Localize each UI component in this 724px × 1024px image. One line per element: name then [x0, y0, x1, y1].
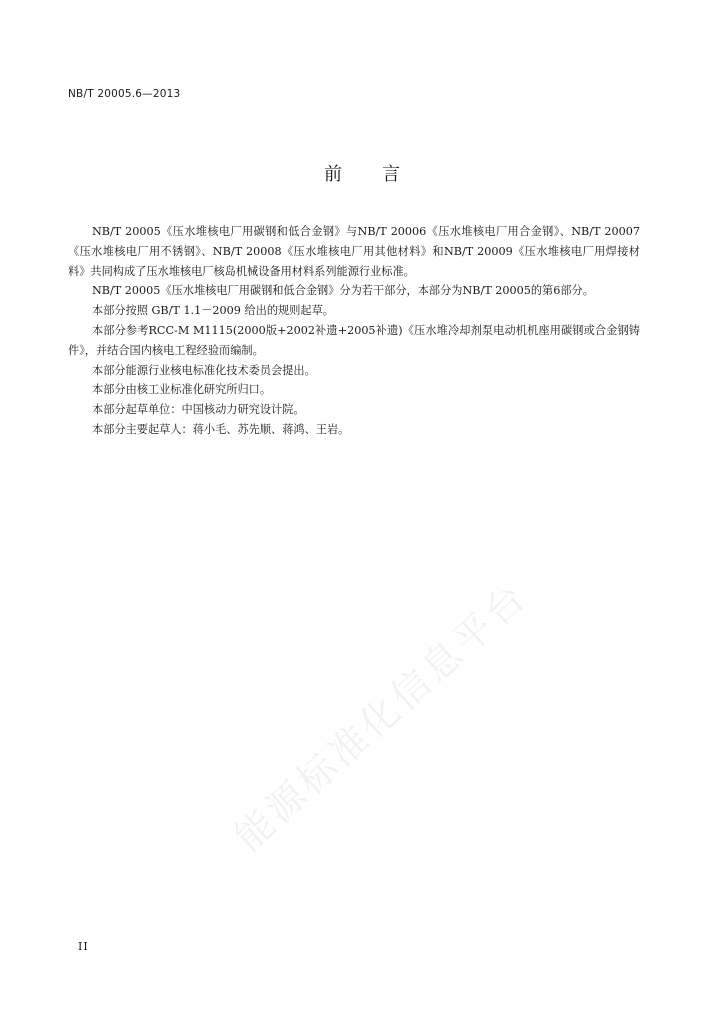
paragraph-drafting-unit: 本部分起草单位：中国核动力研究设计院。 — [92, 403, 305, 417]
page-title: 前言 — [324, 164, 440, 185]
paragraph-series-composition: NB/T 20005《压水堆核电厂用碳钢和低合金钢》与NB/T 20006《压水堆核电厂用合金钢》、NB/T 20007《压水堆核电厂用不锈钢》、NB/T 20008《压水堆核电厂用其他材料》和NB/T 20009《压水堆核电厂用焊接材料》共同构成了压水堆核电厂核岛机械设备用材料系列能源行业标准。 — [68, 225, 640, 278]
page-number: II — [78, 940, 89, 953]
paragraph-reference: 本部分参考RCC-M M1115(2000版+2002补遗+2005补遗)《压水堆冷却剂泵电动机机座用碳钢或合金钢铸件》，并结合国内核电工程经验而编制。 — [68, 323, 640, 357]
watermark: 能源标准化信息平台 — [226, 573, 537, 860]
paragraph-drafting-rules: 本部分按照 GB/T 1.1－2009 给出的规则起草。 — [92, 304, 334, 318]
standard-number: NB/T 20005.6—2013 — [68, 88, 181, 100]
paragraph-drafters: 本部分主要起草人：蒋小毛、苏先顺、蒋鸿、王岩。 — [92, 422, 350, 436]
paragraph-proposer: 本部分能源行业核电标准化技术委员会提出。 — [92, 363, 316, 377]
foreword-body — [68, 222, 640, 440]
paragraph-part-division: NB/T 20005《压水堆核电厂用碳钢和低合金钢》分为若干部分，本部分为NB/T 20005的第6部分。 — [92, 284, 594, 298]
paragraph-administrator: 本部分由核工业标准化研究所归口。 — [92, 383, 272, 397]
